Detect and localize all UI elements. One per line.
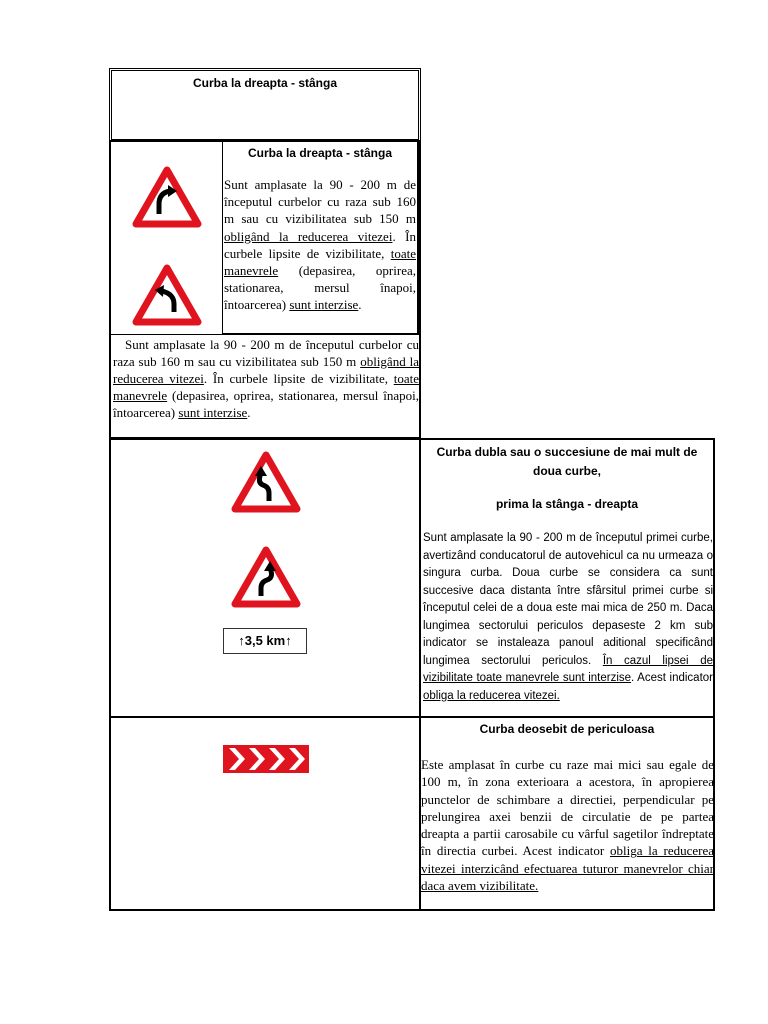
up-arrow-icon: ↑ <box>238 633 245 648</box>
section3-text: Este amplasat în curbe cu raze mai mici sau egale de 100 m, în zona exterioara a acestora, în apropierea punctelor de schimbare a directiei, perpendicular pe prelungirea axei benzii de circulatie de pe partea dreapta a partii carosabile cu vârful sagetilor îndreptate în directia curbei. Acest indicator obliga la reducerea vitezei interzicând efectuarea tuturor manevrelor chiar daca avem vizibilitate. <box>421 757 715 894</box>
section3-title: Curba deosebit de periculoasa <box>479 722 655 736</box>
distance-panel-label: 3,5 km <box>244 633 286 648</box>
chevron-board-icon <box>223 745 309 773</box>
section1-outer-cell <box>109 140 421 439</box>
section3-text-cell <box>419 716 715 911</box>
section2-title-line2: prima la stânga - dreapta <box>495 497 639 511</box>
up-arrow-icon: ↑ <box>285 633 292 648</box>
section1-inner-text-cell <box>223 142 419 335</box>
section1-outer-text: Sunt amplasate la 90 - 200 m de începutul curbelor cu raza sub 160 m sau cu vizibilitatea sub 150 m obligând la reducerea vitezei. În curbele lipsite de vizibilitate, toate manevrele (depasirea, oprirea, stationarea, mersul înapoi, întoarcerea) sunt interzise. <box>113 337 420 420</box>
double-curve-left-right-sign-icon <box>231 451 301 513</box>
section1-header-cell <box>109 68 421 142</box>
section2-title-line1: Curba dubla sau o succesiune de mai mult de doua curbe, <box>436 445 698 478</box>
curve-right-sign-icon <box>132 166 202 228</box>
section2-text: Sunt amplasate la 90 - 200 m de începutul primei curbe, avertizând conducatorul de autovehicul ca nu urmeaza o singura curba. Doua curbe se considera ca sunt succesive daca distanta între sfârsitul primei curbe si începutul celei de a doua este mai mica de 250 m. Daca lungimea sectorului periculos depaseste 2 km sub indicator se instaleaza panoul aditional specificând lungimea sectorului periculos. În cazul lipsei de vizibilitate toate manevrele sunt interzise. Acest indicator obliga la reducerea vitezei. <box>423 532 713 702</box>
section2-image-cell <box>109 438 421 718</box>
section1-inner-text: Sunt amplasate la 90 - 200 m de începutul curbelor cu raza sub 160 m sau cu vizibilitatea sub 150 m obligând la reducerea vitezei. În curbele lipsite de vizibilitate, toate manevrele (depasirea, oprirea, stationarea, mersul înapoi, întoarcerea) sunt interzise. <box>224 177 417 313</box>
distance-panel-icon <box>223 628 307 654</box>
section1-inner-image-cell <box>111 142 223 335</box>
section2-text-cell <box>419 438 715 718</box>
section1-inner-title: Curba la dreapta - stânga <box>247 146 393 160</box>
section3-image-cell <box>109 716 421 911</box>
double-curve-right-left-sign-icon <box>231 546 301 608</box>
curve-left-sign-icon <box>132 264 202 326</box>
section1-header-title: Curba la dreapta - stânga <box>192 76 338 90</box>
